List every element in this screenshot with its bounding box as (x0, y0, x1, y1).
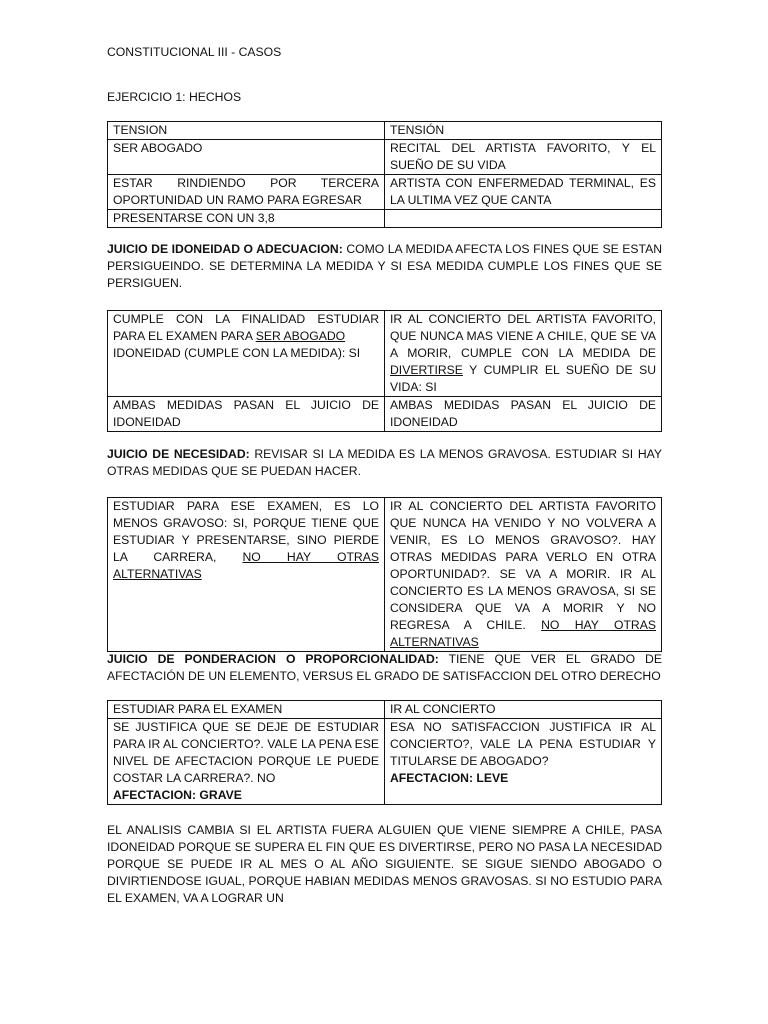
table-cell: RECITAL DEL ARTISTA FAVORITO, Y EL SUEÑO DE SU VIDA (385, 140, 662, 175)
table-cell: ESTAR RINDIENDO POR TERCERA OPORTUNIDAD UN RAMO PARA EGRESAR (108, 175, 385, 210)
cell-text: ESTUDIAR PARA ESE EXAMEN, ES LO MENOS GRAVOSO: SI, PORQUE TIENE QUE ESTUDIAR Y PRESENTARSE, SINO PIERDE LA CARRERA, (113, 499, 379, 564)
table-header-cell: IR AL CONCIERTO (385, 701, 662, 719)
cell-text: CUMPLE CON LA FINALIDAD ESTUDIAR PARA EL EXAMEN PARA (113, 312, 379, 343)
idoneidad-table (107, 310, 662, 432)
table-row (108, 701, 662, 719)
table-header-cell: TENSIÓN (385, 122, 662, 140)
table-cell: AMBAS MEDIDAS PASAN EL JUICIO DE IDONEIDAD (108, 397, 385, 432)
necesidad-paragraph (107, 446, 662, 480)
table-row (108, 719, 662, 805)
bold-text: AFECTACION: GRAVE (113, 788, 242, 802)
cell-text: SE JUSTIFICA QUE SE DEJE DE ESTUDIAR PARA IR AL CONCIERTO?. VALE LA PENA ESE NIVEL DE AFECTACION PORQUE LE PUEDE COSTAR LA CARRERA?. NO (113, 720, 379, 785)
table-header-cell: TENSION (108, 122, 385, 140)
table-cell: SER ABOGADO (108, 140, 385, 175)
table-row (108, 210, 662, 228)
idoneidad-paragraph (107, 241, 662, 292)
necesidad-text: REVISAR SI LA MEDIDA ES LA MENOS GRAVOSA. ESTUDIAR SI HAY OTRAS MEDIDAS QUE SE PUEDAN HACER. (107, 447, 662, 478)
table-cell (385, 210, 662, 228)
cell-text: IR AL CONCIERTO DEL ARTISTA FAVORITO QUE NUNCA HA VENIDO Y NO VOLVERA A VENIR, ES LO MENOS GRAVOSO?. HAY OTRAS MEDIDAS PARA VERLO EN OTRA OPORTUNIDAD?. SE VA A MORIR. IR AL CONCIERTO ES LA MENOS GRAVOSA, SI SE CONSIDERA QUE VA A MORIR Y NO REGRESA A CHILE. (390, 499, 656, 632)
facts-table (107, 121, 662, 228)
table-row (108, 122, 662, 140)
table-cell: ARTISTA CON ENFERMEDAD TERMINAL, ES LA ULTIMA VEZ QUE CANTA (385, 175, 662, 210)
table-row (108, 175, 662, 210)
table-row (108, 397, 662, 432)
exercise-title: EJERCICIO 1: HECHOS (107, 90, 242, 104)
underlined-text: NO HAY OTRAS ALTERNATIVAS (113, 550, 379, 581)
table-cell: PRESENTARSE CON UN 3,8 (108, 210, 385, 228)
ponderacion-table (107, 700, 662, 805)
underlined-text: SER ABOGADO (255, 329, 346, 343)
table-cell (385, 498, 662, 652)
cell-text: IDONEIDAD (CUMPLE CON LA MEDIDA): SI (113, 346, 361, 360)
ponderacion-text: TIENE QUE VER EL GRADO DE AFECTACIÓN DE UN ELEMENTO, VERSUS EL GRADO DE SATISFACCION DEL OTRO DERECHO (107, 652, 662, 683)
necesidad-table (107, 497, 662, 652)
table-cell (385, 311, 662, 397)
table-cell (385, 719, 662, 805)
bold-text: AFECTACION: LEVE (390, 771, 509, 785)
idoneidad-label: JUICIO DE IDONEIDAD O ADECUACION: (107, 242, 343, 256)
cell-text: ESA NO SATISFACCION JUSTIFICA IR AL CONCIERTO?, VALE LA PENA ESTUDIAR Y TITULARSE DE ABOGADO? (390, 720, 656, 768)
underlined-text: DIVERTIRSE (390, 363, 463, 377)
table-row (108, 498, 662, 652)
document-header: CONSTITUCIONAL III - CASOS (107, 45, 282, 59)
cell-text: Y CUMPLIR EL SUEÑO DE SU VIDA: SI (390, 363, 656, 394)
table-cell (108, 498, 385, 652)
cell-text: IR AL CONCIERTO DEL ARTISTA FAVORITO, QUE NUNCA MAS VIENE A CHILE, QUE SE VA A MORIR, CUMPLE CON LA MEDIDA DE (390, 312, 656, 360)
table-row (108, 311, 662, 397)
table-header-cell: ESTUDIAR PARA EL EXAMEN (108, 701, 385, 719)
table-row (108, 140, 662, 175)
underlined-text: NO HAY OTRAS ALTERNATIVAS (390, 618, 656, 649)
ponderacion-paragraph (107, 651, 662, 685)
table-cell: AMBAS MEDIDAS PASAN EL JUICIO DE IDONEIDAD (385, 397, 662, 432)
final-paragraph: EL ANALISIS CAMBIA SI EL ARTISTA FUERA ALGUIEN QUE VIENE SIEMPRE A CHILE, PASA IDONEIDAD PORQUE SE SUPERA EL FIN QUE ES DIVERTIRSE, PERO NO PASA LA NECESIDAD PORQUE SE PUEDE IR AL MES O AL AÑO SIGUIENTE. SE SIGUE SIENDO ABOGADO O DIVIRTIENDOSE IGUAL, PORQUE HABIAN MEDIDAS MENOS GRAVOSAS. SI NO ESTUDIO PARA EL EXAMEN, VA A LOGRAR UN (107, 823, 662, 905)
ponderacion-label: JUICIO DE PONDERACION O PROPORCIONALIDAD: (107, 652, 439, 666)
idoneidad-text: COMO LA MEDIDA AFECTA LOS FINES QUE SE ESTAN PERSIGUEINDO. SE DETERMINA LA MEDIDA Y SI ESA MEDIDA CUMPLE LOS FINES QUE SE PERSIGUEN. (107, 242, 662, 290)
table-cell (108, 311, 385, 397)
table-cell (108, 719, 385, 805)
necesidad-label: JUICIO DE NECESIDAD: (107, 447, 250, 461)
